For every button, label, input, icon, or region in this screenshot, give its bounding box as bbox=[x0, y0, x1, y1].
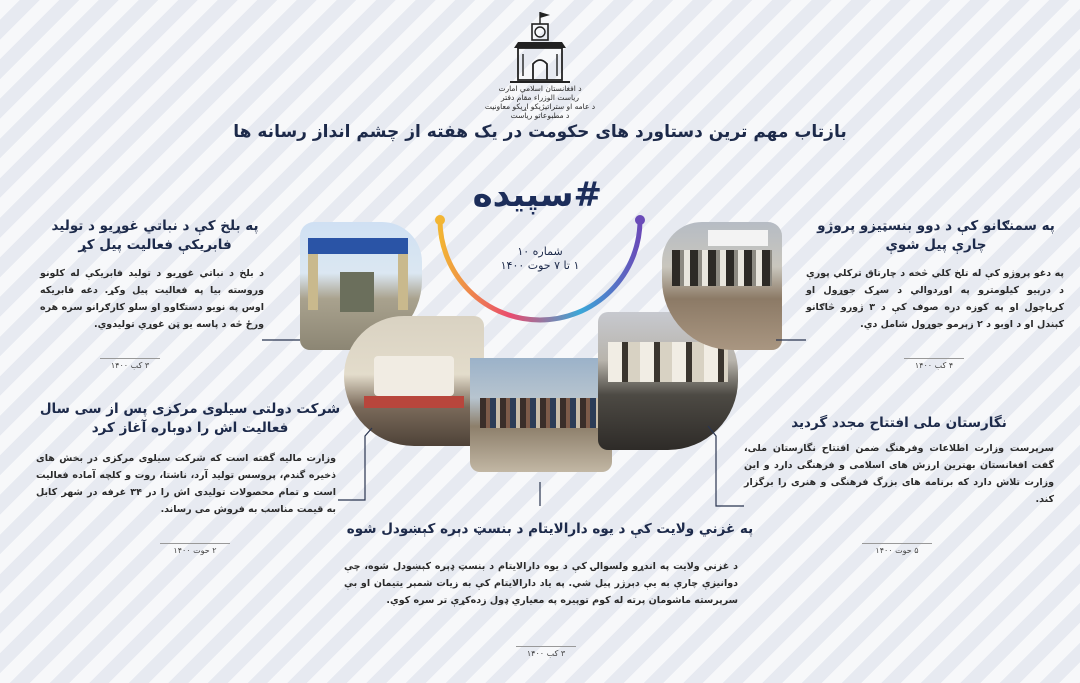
story-date: ۲ حوت ۱۴۰۰ bbox=[160, 543, 230, 555]
story-body: د غزني ولايت په اندړو ولسوالۍ کې د يوه دارالايتام د بنسټ ډېره کېښودل شوه، چې دوانيزې چارې به يې دېرژر پيل شي. په ياد دارالايتام کې به زيات شمېر يتيمان او بې سرپرسته ماشومان پرته له کوم توپيره په معياري ډول زده‌کړې تر سره کوي. bbox=[344, 561, 738, 606]
story-date: ۳ کب ۱۴۰۰ bbox=[516, 646, 576, 658]
institution-line: د افغانستان اسلامي امارت bbox=[498, 84, 582, 93]
issue-number: شماره ۱۰ bbox=[517, 245, 563, 258]
institution-line: د مطبوعاتو رياست bbox=[510, 111, 570, 120]
institution-line: رياست الوزراء مقام دفتر bbox=[501, 93, 579, 102]
story-title: شرکت دولتی سیلوی مرکزی پس از سی سال فعالیت اش را دوباره آغاز کرد bbox=[39, 401, 341, 436]
story-title: په غزني ولايت کې د يوه دارالايتام د بنسټ دېره کېښودل شوه bbox=[346, 521, 754, 537]
institution-line: د عامه او ستراتيژيکو اړيکو معاونيت bbox=[484, 102, 596, 111]
story-date: ۴ کب ۱۴۰۰ bbox=[904, 358, 964, 370]
brand-title: #سپیده bbox=[472, 175, 602, 215]
story-title: په سمنګانو کې د دوو بنسټيزو پروژو چارې پيل شوې bbox=[817, 218, 1055, 253]
issue-date-range: ۱ تا ۷ حوت ۱۴۰۰ bbox=[500, 259, 580, 272]
story-body: سرپرست وزارت اطلاعات وفرهنگ ضمن افتتاح نگارستان ملی، گفت افغانستان بهترین ارزش های اسلامی و فرهنگی دارد و این وزارت تلاش دارد که برنامه های بزرگ فرهنگی و هنری را برگزار کند. bbox=[744, 443, 1054, 505]
page-headline: بازتاب مهم ترین دستاورد های حکومت در یک هفته از چشم انداز رسانه ها bbox=[233, 122, 847, 142]
story-title: نگارستان ملی افتتاح مجدد گردید bbox=[791, 415, 1007, 431]
story-body: د بلخ د نباتي غوړيو د توليد فابريکې له کلونو وروسته بيا په فعاليت پيل وکړ. دغه فابريکه اوس په نويو دستګاوو او سلو کارګرانو سره هره ورځ څه د پاسه يو ټن غوړي توليدوي. bbox=[40, 268, 264, 330]
story-date: ۳ کب ۱۴۰۰ bbox=[100, 358, 160, 370]
story-body: په دغو پروژو کې له تلخ کلي څخه د چارتاق ترکلي پورې د درېيو کيلومترو په اوږدوالي د سړک جوړول او کرپاچول او په کوزه دره صوف کې د ۳ ژورو څاګانو کېندل او د اوبو د ۲ زېرمو جوړول شامل دي. bbox=[806, 268, 1064, 330]
story-date: ۵ حوت ۱۴۰۰ bbox=[862, 543, 932, 555]
story-title: په بلخ کې د نباتي غوړيو د توليد فابريکې فعاليت پيل کړ bbox=[51, 218, 259, 253]
story-body: وزارت مالیه گفته است که شرکت سیلوی مرکزی در بخش های ذخیره گندم، پروسس تولید آرد، ناشتا، روت و کلچه آماده فعالیت است و تمام محصولات تولیدی اش را در ۳۴ غرفه در شهر کابل به قیمت مناسب به فروش می رساند. bbox=[36, 453, 336, 515]
